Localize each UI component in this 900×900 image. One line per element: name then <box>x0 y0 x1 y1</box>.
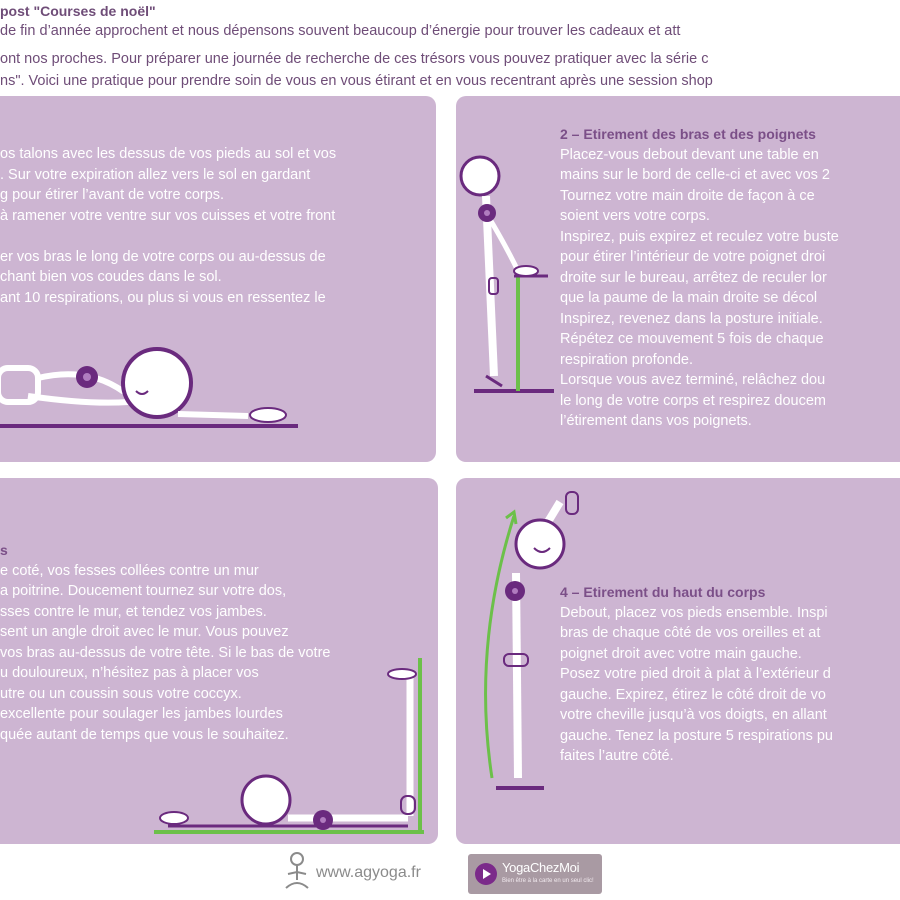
child-pose-illustration <box>0 96 436 462</box>
panel-1-line: . Sur votre expiration allez vers le sol en gardant <box>0 166 311 183</box>
panel-4-text <box>560 582 833 767</box>
panel-pose-2 <box>456 96 900 462</box>
panel-4-line: gauche. Tenez la posture 5 respirations pu <box>560 727 833 744</box>
panel-2-line: mains sur le bord de celle-ci et avec vos 2 <box>560 167 830 183</box>
flower-icon <box>76 366 98 388</box>
panel-2-text <box>560 124 839 432</box>
brand-name: YogaChezMoi <box>502 860 580 875</box>
panel-3-line: excellente pour soulager les jambes lourdes <box>0 706 283 722</box>
panel-2-line: soient vers votre corps. <box>560 208 710 224</box>
footer <box>0 848 900 900</box>
panel-4-line: faites l’autre côté. <box>560 748 674 764</box>
panel-3-line: quée autant de temps que vous le souhaitez. <box>0 726 289 743</box>
panel-2-line: Inspirez, puis expirez et reculez votre buste <box>560 228 839 245</box>
intro-line-1: de fin d’année approchent et nous dépensons souvent beaucoup d’énergie pour trouver les cadeaux et att <box>0 23 681 39</box>
panel-2-line: Inspirez, revenez dans la posture initiale. <box>560 310 823 327</box>
panel-4-line: poignet droit avec votre main gauche. <box>560 645 802 662</box>
panel-1-line: g pour étirer l’avant de votre corps. <box>0 187 225 203</box>
panel-2-line: l’étirement dans vos poignets. <box>560 413 752 429</box>
flower-icon <box>505 581 525 601</box>
panel-3-line: sses contre le mur, et tendez vos jambes. <box>0 603 267 620</box>
panel-4-title: 4 – Etirement du haut du corps <box>560 584 766 600</box>
panel-3-line: e coté, vos fesses collées contre un mur <box>0 562 259 579</box>
panel-2-line: droite sur le bureau, arrêtez de reculer lor <box>560 269 827 286</box>
panel-2-line: Tournez votre main droite de façon à ce <box>560 187 815 204</box>
panel-3-line: u douloureux, n’hésitez pas à placer vos <box>0 665 259 681</box>
intro-line-3: ns". Voici une pratique pour prendre soin de vous en vous étirant et en vous recentrant après une session shop <box>0 73 713 89</box>
intro-block <box>0 0 900 96</box>
legs-up-wall-illustration <box>0 478 438 844</box>
meditating-figure-icon <box>282 852 312 894</box>
panel-1-line: ant 10 respirations, ou plus si vous en ressentez le <box>0 289 326 306</box>
panel-pose-1 <box>0 96 436 462</box>
panel-2-line: le long de votre corps et respirez doucem <box>560 392 826 409</box>
panel-4-line: bras de chaque côté de vos oreilles et at <box>560 625 821 641</box>
panel-1-line: er vos bras le long de votre corps ou au-dessus de <box>0 248 326 265</box>
panel-pose-3 <box>0 478 438 844</box>
flower-icon <box>478 204 496 222</box>
panel-2-title: 2 – Etirement des bras et des poignets <box>560 126 816 142</box>
panel-pose-4 <box>456 478 900 844</box>
panel-2-line: que la paume de la main droite se décol <box>560 290 818 306</box>
panel-2-line: Répétez ce mouvement 5 fois de chaque <box>560 331 824 347</box>
panel-3-line: a poitrine. Doucement tournez sur votre dos, <box>0 583 287 599</box>
play-icon <box>474 862 498 886</box>
panel-4-line: Posez votre pied droit à plat à l’extérieur d <box>560 666 831 682</box>
panel-2-line: respiration profonde. <box>560 351 693 368</box>
panel-1-line: à ramener votre ventre sur vos cuisses et votre front <box>0 207 336 224</box>
panel-4-line: gauche. Expirez, étirez le côté droit de vo <box>560 686 826 703</box>
intro-line-2: ont nos proches. Pour préparer une journée de recherche de ces trésors vous pouvez pratiquer avec la série c <box>0 51 709 67</box>
panel-3-title: s <box>0 542 8 558</box>
panel-4-line: votre cheville jusqu’à vos doigts, en allant <box>560 707 827 723</box>
panel-1-line: chant bien vos coudes dans le sol. <box>0 269 222 285</box>
brand-tagline: Bien être à la carte en un seul clic! <box>502 878 594 884</box>
panel-3-line: vos bras au-dessus de votre tête. Si le bas de votre <box>0 644 331 661</box>
panel-3-line: utre ou un coussin sous votre coccyx. <box>0 685 242 702</box>
website-link[interactable]: www.agyoga.fr <box>316 864 421 881</box>
panel-2-line: Lorsque vous avez terminé, relâchez dou <box>560 372 826 388</box>
yogachezmoi-logo[interactable] <box>468 854 602 894</box>
panel-2-line: Placez-vous debout devant une table en <box>560 146 819 163</box>
intro-title: post "Courses de noël" <box>0 3 156 19</box>
flower-icon <box>313 810 333 830</box>
panel-4-line: Debout, placez vos pieds ensemble. Inspi <box>560 604 828 621</box>
panel-2-line: pour étirer l’intérieur de votre poignet droi <box>560 249 826 265</box>
panel-3-line: sent un angle droit avec le mur. Vous pouvez <box>0 624 289 640</box>
panel-1-line: os talons avec les dessus de vos pieds au sol et vos <box>0 146 337 162</box>
